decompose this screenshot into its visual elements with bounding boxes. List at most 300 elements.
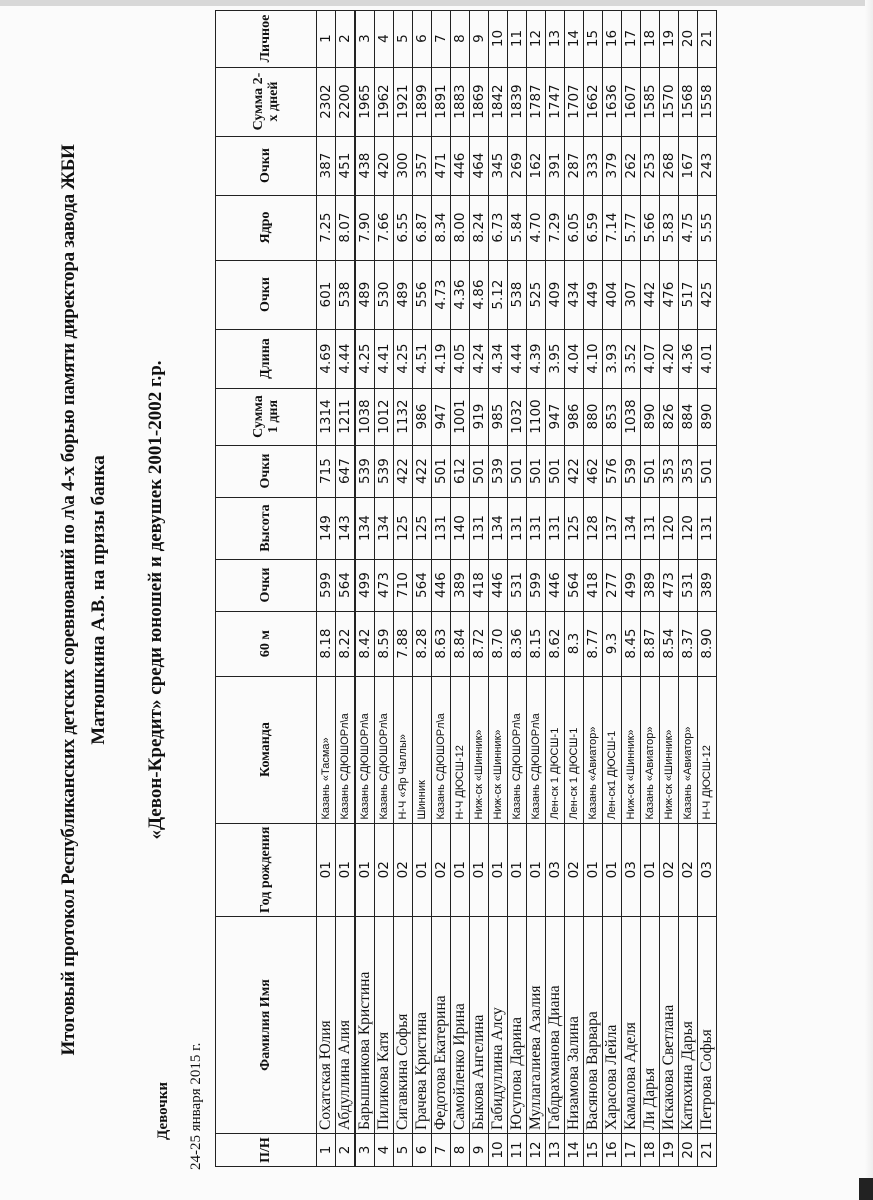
result-height: 125 <box>413 497 432 559</box>
sum-2days: 1568 <box>679 67 698 136</box>
team-name: Казань СДЮШОРл\а <box>336 676 356 823</box>
result-60m: 8.28 <box>413 611 432 676</box>
header-height: Высота <box>216 497 317 559</box>
result-length: 4.20 <box>660 329 679 388</box>
points-shot: 269 <box>508 136 527 195</box>
row-number: 9 <box>470 1134 489 1167</box>
sum-2days: 1662 <box>584 67 603 136</box>
points-length: 449 <box>584 260 603 329</box>
points-length: 489 <box>394 260 413 329</box>
row-number: 15 <box>584 1134 603 1167</box>
sum-day1: 890 <box>641 388 660 445</box>
result-60m: 8.22 <box>336 611 356 676</box>
points-60m: 599 <box>527 559 546 611</box>
points-60m: 418 <box>470 559 489 611</box>
sum-2days: 1607 <box>622 67 641 136</box>
results-table <box>215 10 717 1167</box>
result-shot: 6.73 <box>489 195 508 260</box>
points-length: 5.12 <box>489 260 508 329</box>
result-60m: 7.88 <box>394 611 413 676</box>
points-60m: 499 <box>622 559 641 611</box>
sum-2days: 1707 <box>565 67 584 136</box>
result-60m: 8.63 <box>432 611 451 676</box>
result-length: 4.05 <box>451 329 470 388</box>
sum-2days: 1839 <box>508 67 527 136</box>
points-shot: 379 <box>603 136 622 195</box>
points-height: 353 <box>679 445 698 497</box>
result-60m: 8.59 <box>375 611 394 676</box>
header-points-length: Очки <box>216 260 317 329</box>
result-shot: 4.75 <box>679 195 698 260</box>
points-60m: 389 <box>641 559 660 611</box>
birth-year: 01 <box>413 823 432 916</box>
birth-year: 01 <box>451 823 470 916</box>
points-height: 422 <box>565 445 584 497</box>
sum-day1: 880 <box>584 388 603 445</box>
result-height: 131 <box>698 497 717 559</box>
birth-year: 01 <box>584 823 603 916</box>
place: 11 <box>508 10 527 67</box>
points-shot: 253 <box>641 136 660 195</box>
athlete-name: Габидуллина Алсу <box>489 917 508 1134</box>
header-points-60m: Очки <box>216 559 317 611</box>
athlete-name: Васянова Варвара <box>584 917 603 1134</box>
birth-year: 03 <box>546 823 565 916</box>
points-height: 501 <box>508 445 527 497</box>
points-length: 476 <box>660 260 679 329</box>
row-number: 17 <box>622 1134 641 1167</box>
athlete-name: Камалова Аделя <box>622 917 641 1134</box>
points-shot: 387 <box>317 136 336 195</box>
row-number: 10 <box>489 1134 508 1167</box>
result-60m: 8.15 <box>527 611 546 676</box>
sum-day1: 1012 <box>375 388 394 445</box>
sum-day1: 1001 <box>451 388 470 445</box>
team-name: Шинник <box>413 676 432 823</box>
team-name: Казань «Авиатор» <box>584 676 603 823</box>
birth-year: 01 <box>641 823 660 916</box>
result-length: 4.36 <box>679 329 698 388</box>
birth-year: 01 <box>355 823 375 916</box>
points-60m: 531 <box>679 559 698 611</box>
result-height: 134 <box>622 497 641 559</box>
result-60m: 8.18 <box>317 611 336 676</box>
header-team: Команда <box>216 676 317 823</box>
table-row <box>317 10 336 1166</box>
athlete-name: Пиликова Катя <box>375 917 394 1134</box>
birth-year: 01 <box>508 823 527 916</box>
sum-2days: 1965 <box>355 67 375 136</box>
points-length: 517 <box>679 260 698 329</box>
result-length: 4.41 <box>375 329 394 388</box>
result-length: 4.24 <box>470 329 489 388</box>
points-length: 307 <box>622 260 641 329</box>
result-length: 4.19 <box>432 329 451 388</box>
header-points-shot: Очки <box>216 136 317 195</box>
table-header-row <box>216 10 317 1166</box>
table-row <box>698 10 717 1166</box>
result-shot: 8.34 <box>432 195 451 260</box>
place: 12 <box>527 10 546 67</box>
table-row <box>336 10 356 1166</box>
birth-year: 01 <box>489 823 508 916</box>
athlete-name: Катюхина Дарья <box>679 917 698 1134</box>
team-name: Ниж-ск «Шинник» <box>470 676 489 823</box>
points-length: 434 <box>565 260 584 329</box>
place: 13 <box>546 10 565 67</box>
sum-2days: 1636 <box>603 67 622 136</box>
points-60m: 564 <box>336 559 356 611</box>
result-height: 125 <box>394 497 413 559</box>
header-sum-day1: Сумма 1 дня <box>216 388 317 445</box>
event-date: 24-25 января 2015 г. <box>188 1042 204 1170</box>
row-number: 3 <box>355 1134 375 1167</box>
result-length: 4.25 <box>355 329 375 388</box>
result-shot: 8.24 <box>470 195 489 260</box>
sum-2days: 1962 <box>375 67 394 136</box>
result-height: 131 <box>641 497 660 559</box>
result-shot: 7.29 <box>546 195 565 260</box>
points-length: 556 <box>413 260 432 329</box>
table-row <box>660 10 679 1166</box>
points-60m: 499 <box>355 559 375 611</box>
result-60m: 8.84 <box>451 611 470 676</box>
place: 6 <box>413 10 432 67</box>
header-length: Длина <box>216 329 317 388</box>
points-height: 715 <box>317 445 336 497</box>
points-height: 539 <box>355 445 375 497</box>
points-60m: 446 <box>489 559 508 611</box>
table-row <box>355 10 375 1166</box>
team-name: Лен-ск 1 ДЮСШ-1 <box>565 676 584 823</box>
birth-year: 03 <box>622 823 641 916</box>
points-height: 501 <box>698 445 717 497</box>
sum-day1: 1211 <box>336 388 356 445</box>
result-shot: 5.84 <box>508 195 527 260</box>
place: 17 <box>622 10 641 67</box>
result-60m: 8.3 <box>565 611 584 676</box>
points-60m: 277 <box>603 559 622 611</box>
result-height: 131 <box>508 497 527 559</box>
result-height: 134 <box>489 497 508 559</box>
sum-day1: 853 <box>603 388 622 445</box>
points-length: 409 <box>546 260 565 329</box>
result-shot: 6.87 <box>413 195 432 260</box>
points-height: 501 <box>641 445 660 497</box>
result-shot: 7.90 <box>355 195 375 260</box>
result-60m: 9.3 <box>603 611 622 676</box>
document-title-line-1: Итоговый протокол Республиканских детских соревнований по л\а 4-х борью памяти директора завода ЖБИ <box>58 144 79 1056</box>
table-row <box>413 10 432 1166</box>
sum-day1: 919 <box>470 388 489 445</box>
result-length: 4.51 <box>413 329 432 388</box>
result-60m: 8.72 <box>470 611 489 676</box>
team-name: Казань СДЮШОРл\а <box>527 676 546 823</box>
result-60m: 8.54 <box>660 611 679 676</box>
points-shot: 464 <box>470 136 489 195</box>
points-60m: 446 <box>546 559 565 611</box>
sum-day1: 1132 <box>394 388 413 445</box>
points-height: 576 <box>603 445 622 497</box>
points-60m: 389 <box>451 559 470 611</box>
sum-day1: 890 <box>698 388 717 445</box>
athlete-name: Быкова Ангелина <box>470 917 489 1134</box>
points-height: 462 <box>584 445 603 497</box>
result-length: 4.34 <box>489 329 508 388</box>
points-shot: 167 <box>679 136 698 195</box>
athlete-name: Искакова Светлана <box>660 917 679 1134</box>
result-length: 3.52 <box>622 329 641 388</box>
points-height: 422 <box>413 445 432 497</box>
table-row <box>546 10 565 1166</box>
team-name: Ниж-ск «Шинник» <box>660 676 679 823</box>
points-length: 4.36 <box>451 260 470 329</box>
points-height: 539 <box>375 445 394 497</box>
place: 21 <box>698 10 717 67</box>
table-row <box>622 10 641 1166</box>
table-row <box>584 10 603 1166</box>
result-height: 120 <box>679 497 698 559</box>
points-shot: 243 <box>698 136 717 195</box>
place: 10 <box>489 10 508 67</box>
points-60m: 599 <box>317 559 336 611</box>
athlete-name: Барышникова Кристина <box>355 917 375 1134</box>
sum-2days: 1883 <box>451 67 470 136</box>
birth-year: 02 <box>394 823 413 916</box>
sum-2days: 2200 <box>336 67 356 136</box>
result-length: 4.04 <box>565 329 584 388</box>
team-name: Н-Ч «Яр Чаллы» <box>394 676 413 823</box>
result-60m: 8.42 <box>355 611 375 676</box>
result-height: 131 <box>470 497 489 559</box>
points-60m: 473 <box>660 559 679 611</box>
points-60m: 473 <box>375 559 394 611</box>
points-height: 501 <box>527 445 546 497</box>
points-height: 422 <box>394 445 413 497</box>
table-row <box>679 10 698 1166</box>
result-60m: 8.45 <box>622 611 641 676</box>
result-length: 4.44 <box>508 329 527 388</box>
points-height: 647 <box>336 445 356 497</box>
table-row <box>394 10 413 1166</box>
result-height: 143 <box>336 497 356 559</box>
sum-day1: 985 <box>489 388 508 445</box>
result-shot: 5.55 <box>698 195 717 260</box>
table-row <box>603 10 622 1166</box>
points-length: 530 <box>375 260 394 329</box>
row-number: 5 <box>394 1134 413 1167</box>
points-shot: 391 <box>546 136 565 195</box>
header-name: Фамилия Имя <box>216 917 317 1134</box>
points-length: 4.73 <box>432 260 451 329</box>
result-shot: 8.07 <box>336 195 356 260</box>
sum-2days: 1585 <box>641 67 660 136</box>
result-60m: 8.37 <box>679 611 698 676</box>
birth-year: 02 <box>679 823 698 916</box>
result-60m: 8.62 <box>546 611 565 676</box>
result-length: 3.95 <box>546 329 565 388</box>
sum-day1: 1100 <box>527 388 546 445</box>
header-sum-2days: Сумма 2-х дней <box>216 67 317 136</box>
result-shot: 5.83 <box>660 195 679 260</box>
row-number: 20 <box>679 1134 698 1167</box>
points-60m: 446 <box>432 559 451 611</box>
athlete-name: Харасова Лейла <box>603 917 622 1134</box>
result-height: 120 <box>660 497 679 559</box>
team-name: Казань СДЮШОРл\а <box>375 676 394 823</box>
points-shot: 162 <box>527 136 546 195</box>
header-points-height: Очки <box>216 445 317 497</box>
result-60m: 8.36 <box>508 611 527 676</box>
result-60m: 8.90 <box>698 611 717 676</box>
points-shot: 268 <box>660 136 679 195</box>
result-length: 4.39 <box>527 329 546 388</box>
sum-day1: 826 <box>660 388 679 445</box>
team-name: Ниж-ск «Шинник» <box>622 676 641 823</box>
points-shot: 333 <box>584 136 603 195</box>
points-length: 489 <box>355 260 375 329</box>
points-60m: 564 <box>413 559 432 611</box>
points-height: 353 <box>660 445 679 497</box>
points-height: 539 <box>489 445 508 497</box>
place: 15 <box>584 10 603 67</box>
sum-2days: 1899 <box>413 67 432 136</box>
header-60m: 60 м <box>216 611 317 676</box>
row-number: 1 <box>317 1134 336 1167</box>
points-length: 4.86 <box>470 260 489 329</box>
row-number: 4 <box>375 1134 394 1167</box>
points-length: 601 <box>317 260 336 329</box>
table-row <box>375 10 394 1166</box>
sum-day1: 1314 <box>317 388 336 445</box>
athlete-name: Сигавкина Софья <box>394 917 413 1134</box>
result-60m: 8.87 <box>641 611 660 676</box>
table-row <box>489 10 508 1166</box>
points-shot: 345 <box>489 136 508 195</box>
sum-2days: 1747 <box>546 67 565 136</box>
athlete-name: Грачева Кристина <box>413 917 432 1134</box>
place: 20 <box>679 10 698 67</box>
birth-year: 01 <box>527 823 546 916</box>
header-place: Личное <box>216 10 317 67</box>
category-label: Девочки <box>155 1081 171 1140</box>
result-length: 4.44 <box>336 329 356 388</box>
points-shot: 420 <box>375 136 394 195</box>
header-num: П/Н <box>216 1134 317 1167</box>
place: 14 <box>565 10 584 67</box>
result-shot: 7.14 <box>603 195 622 260</box>
birth-year: 01 <box>317 823 336 916</box>
points-length: 538 <box>336 260 356 329</box>
points-height: 612 <box>451 445 470 497</box>
result-height: 137 <box>603 497 622 559</box>
row-number: 21 <box>698 1134 717 1167</box>
team-name: Лен-ск1 ДЮСШ-1 <box>603 676 622 823</box>
sum-day1: 884 <box>679 388 698 445</box>
birth-year: 02 <box>660 823 679 916</box>
result-60m: 8.70 <box>489 611 508 676</box>
sum-2days: 1570 <box>660 67 679 136</box>
sum-2days: 2302 <box>317 67 336 136</box>
row-number: 7 <box>432 1134 451 1167</box>
result-height: 131 <box>432 497 451 559</box>
athlete-name: Габдрахманова Диана <box>546 917 565 1134</box>
points-length: 525 <box>527 260 546 329</box>
team-name: Казань «Авиатор» <box>679 676 698 823</box>
sum-2days: 1921 <box>394 67 413 136</box>
header-shot: Ядро <box>216 195 317 260</box>
place: 8 <box>451 10 470 67</box>
place: 19 <box>660 10 679 67</box>
points-60m: 418 <box>584 559 603 611</box>
result-60m: 8.77 <box>584 611 603 676</box>
document-title-line-3: «Девон-Кредит» среди юношей и девушек 2001-2002 г.р. <box>145 360 166 840</box>
row-number: 18 <box>641 1134 660 1167</box>
result-shot: 5.66 <box>641 195 660 260</box>
place: 4 <box>375 10 394 67</box>
points-height: 501 <box>470 445 489 497</box>
points-shot: 446 <box>451 136 470 195</box>
team-name: Казань «Тасма» <box>317 676 336 823</box>
result-length: 4.07 <box>641 329 660 388</box>
place: 16 <box>603 10 622 67</box>
row-number: 8 <box>451 1134 470 1167</box>
team-name: Казань «Авиатор» <box>641 676 660 823</box>
result-length: 4.25 <box>394 329 413 388</box>
table-row <box>527 10 546 1166</box>
points-height: 539 <box>622 445 641 497</box>
place: 3 <box>355 10 375 67</box>
points-length: 425 <box>698 260 717 329</box>
sum-2days: 1891 <box>432 67 451 136</box>
points-length: 404 <box>603 260 622 329</box>
team-name: Казань СДЮШОРл\а <box>432 676 451 823</box>
row-number: 12 <box>527 1134 546 1167</box>
row-number: 16 <box>603 1134 622 1167</box>
sum-2days: 1558 <box>698 67 717 136</box>
row-number: 11 <box>508 1134 527 1167</box>
result-height: 134 <box>375 497 394 559</box>
points-shot: 451 <box>336 136 356 195</box>
athlete-name: Федотова Екатерина <box>432 917 451 1134</box>
table-row <box>470 10 489 1166</box>
birth-year: 02 <box>432 823 451 916</box>
sum-day1: 986 <box>413 388 432 445</box>
document-title-line-2: Матюшкина А.В. на призы банка <box>88 455 109 745</box>
result-height: 128 <box>584 497 603 559</box>
birth-year: 01 <box>470 823 489 916</box>
points-height: 501 <box>546 445 565 497</box>
birth-year: 01 <box>336 823 356 916</box>
result-shot: 6.55 <box>394 195 413 260</box>
points-shot: 262 <box>622 136 641 195</box>
result-shot: 6.59 <box>584 195 603 260</box>
sum-2days: 1787 <box>527 67 546 136</box>
points-shot: 471 <box>432 136 451 195</box>
place: 9 <box>470 10 489 67</box>
athlete-name: Юсупова Дарина <box>508 917 527 1134</box>
team-name: Казань СДЮШОРл\а <box>355 676 375 823</box>
result-shot: 6.05 <box>565 195 584 260</box>
result-height: 131 <box>527 497 546 559</box>
points-60m: 710 <box>394 559 413 611</box>
team-name: Казань СДЮШОРл\а <box>508 676 527 823</box>
row-number: 19 <box>660 1134 679 1167</box>
sum-day1: 1038 <box>355 388 375 445</box>
birth-year: 01 <box>603 823 622 916</box>
points-60m: 564 <box>565 559 584 611</box>
table-row <box>451 10 470 1166</box>
